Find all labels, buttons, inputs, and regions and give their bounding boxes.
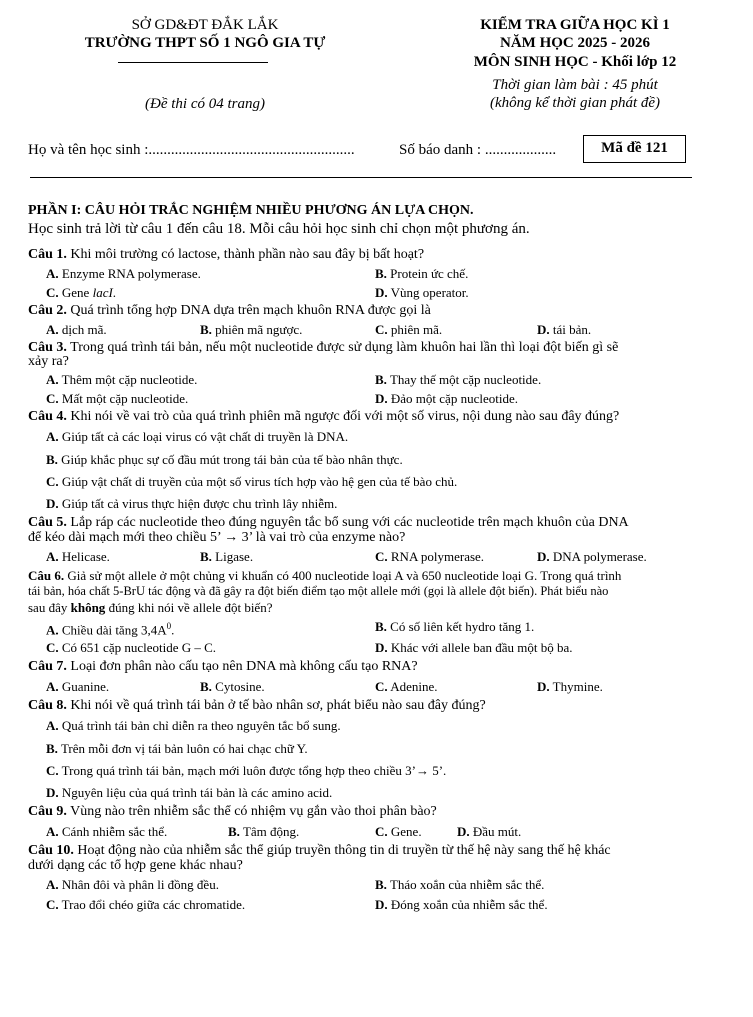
time-note: (không kể thời gian phát đề) [489,95,661,111]
q1-option-d[interactable]: D. Vùng operator. [375,285,469,300]
q3-option-b[interactable]: B. Thay thế một cặp nucleotide. [375,372,542,387]
question-9: Câu 9. Vùng nào trên nhiễm sắc thể có nhiệm vụ gắn vào thoi phân bào? [28,804,437,819]
info-divider [30,177,692,178]
q9-option-b[interactable]: B. Tâm động. [228,824,300,839]
q6-option-a[interactable]: A. Chiều dài tăng $3,4A^0$. [46,621,175,638]
q2-option-b[interactable]: B. phiên mã ngược. [200,322,303,337]
q7-option-d[interactable]: D. Thymine. [537,679,603,694]
question-10: Câu 10. Hoạt động nào của nhiễm sắc thể giúp truyền thông tin di truyền từ thế hệ này sang thế hệ khác [28,843,611,858]
question-10-cont: dưới dạng các tổ hợp gene khác nhau? [28,858,243,873]
q5-option-a[interactable]: A. Helicase. [46,549,110,564]
school-year: NĂM HỌC 2025 - 2026 [500,35,650,51]
question-3: Câu 3. Trong quá trình tái bản, nếu một nucleotide được sử dụng làm khuôn hai lần thì loại đột biến gì sẽ [28,340,619,355]
student-name-field: Họ và tên học sinh :....................................................... [28,142,355,158]
question-3-cont: xảy ra? [28,354,69,369]
question-6-cont2: sau đây không đúng khi nói về allele đột biến? [28,600,273,615]
section-title: PHẦN I: CÂU HỎI TRẮC NGHIỆM NHIỀU PHƯƠNG ÁN LỰA CHỌN. [28,203,474,218]
exam-title: KIỂM TRA GIỮA HỌC KÌ 1 [480,17,670,33]
question-5: Câu 5. Lắp ráp các nucleotide theo đúng nguyên tắc bổ sung với các nucleotide trên mạch khuôn của DNA [28,515,629,530]
q8-option-d[interactable]: D. Nguyên liệu của quá trình tái bản là các amino acid. [46,785,333,800]
q1-option-b[interactable]: B. Protein ức chế. [375,266,469,281]
question-5-cont: để kéo dài mạch mới theo chiều 5’ → 3’ là vai trò của enzyme nào? [28,530,406,545]
q1-option-c[interactable]: C. Gene lacI. [46,285,117,300]
q4-option-b[interactable]: B. Giúp khắc phục sự cố đầu mút trong tái bản của tế bào nhân thực. [46,452,403,467]
q4-option-d[interactable]: D. Giúp tất cả virus thực hiện được chu trình lây nhiễm. [46,496,338,511]
q3-option-d[interactable]: D. Đảo một cặp nucleotide. [375,391,518,406]
department-name: SỞ GD&ĐT ĐẮK LẮK [131,17,279,33]
question-2: Câu 2. Quá trình tổng hợp DNA dựa trên mạch khuôn RNA được gọi là [28,303,431,318]
q8-option-b[interactable]: B. Trên mỗi đơn vị tái bản luôn có hai chạc chữ Y. [46,741,308,756]
question-8: Câu 8. Khi nói về quá trình tái bản ở tế bào nhân sơ, phát biểu nào sau đây đúng? [28,698,486,713]
q4-option-c[interactable]: C. Giúp vật chất di truyền của một số virus tích hợp vào hệ gen của tế bào chủ. [46,474,458,489]
q5-option-c[interactable]: C. RNA polymerase. [375,549,485,564]
time-limit: Thời gian làm bài : 45 phút [492,77,658,93]
q8-option-c[interactable]: C. Trong quá trình tái bản, mạch mới luôn được tổng hợp theo chiều 3’→ 5’. [46,763,447,778]
section-instruction: Học sinh trả lời từ câu 1 đến câu 18. Mỗi câu hỏi học sinh chỉ chọn một phương án. [28,221,530,237]
question-6-cont1: tái bản, hóa chất 5-BrU tác động và đã gây ra đột biến điểm tạo một allele mới (gọi là allele đột biến). Phát biểu nào [28,584,609,598]
q3-option-c[interactable]: C. Mất một cặp nucleotide. [46,391,189,406]
q5-option-d[interactable]: D. DNA polymerase. [537,549,647,564]
q4-option-a[interactable]: A. Giúp tất cả các loại virus có vật chất di truyền là DNA. [46,429,349,444]
q6-option-d[interactable]: D. Khác với allele ban đầu một bộ ba. [375,640,573,655]
question-7: Câu 7. Loại đơn phân nào cấu tạo nên DNA mà không cấu tạo RNA? [28,659,418,674]
student-id-field: Số báo danh : ................... [399,142,557,158]
q10-option-d[interactable]: D. Đóng xoắn của nhiễm sắc thể. [375,897,548,912]
q9-option-d[interactable]: D. Đầu mút. [457,824,522,839]
question-1: Câu 1. Khi môi trường có lactose, thành phần nào sau đây bị bất hoạt? [28,247,425,262]
q2-option-d[interactable]: D. tái bản. [537,322,592,337]
q9-option-a[interactable]: A. Cánh nhiễm sắc thể. [46,824,168,839]
question-4: Câu 4. Khi nói về vai trò của quá trình phiên mã ngược đối với một số virus, nội dung nào sau đây đúng? [28,409,620,424]
q10-option-c[interactable]: C. Trao đổi chéo giữa các chromatide. [46,897,246,912]
q2-option-c[interactable]: C. phiên mã. [375,322,443,337]
q1-option-a[interactable]: A. Enzyme RNA polymerase. [46,266,201,281]
exam-code-box: Mã đề 121 [583,135,686,163]
subject-grade: MÔN SINH HỌC - Khối lớp 12 [473,54,677,70]
q7-option-c[interactable]: C. Adenine. [375,679,438,694]
header-underline [118,62,268,63]
q3-option-a[interactable]: A. Thêm một cặp nucleotide. [46,372,198,387]
q8-option-a[interactable]: A. Quá trình tái bản chỉ diễn ra theo nguyên tắc bổ sung. [46,718,341,733]
page-count-note: (Đề thi có 04 trang) [145,96,265,112]
q9-option-c[interactable]: C. Gene. [375,824,422,839]
q6-option-c[interactable]: C. Có 651 cặp nucleotide G – C. [46,640,217,655]
q5-option-b[interactable]: B. Ligase. [200,549,254,564]
question-6: Câu 6. Giả sử một allele ở một chủng vi khuẩn có 400 nucleotide loại A và 650 nucleotide loại G. Trong quá trình [28,568,622,583]
school-name: TRƯỜNG THPT SỐ 1 NGÔ GIA TỰ [84,35,326,51]
q2-option-a[interactable]: A. dịch mã. [46,322,107,337]
q10-option-b[interactable]: B. Tháo xoắn của nhiễm sắc thể. [375,877,545,892]
q6-option-b[interactable]: B. Có số liên kết hydro tăng 1. [375,619,535,634]
q7-option-a[interactable]: A. Guanine. [46,679,110,694]
q7-option-b[interactable]: B. Cytosine. [200,679,265,694]
q10-option-a[interactable]: A. Nhân đôi và phân li đồng đều. [46,877,219,892]
